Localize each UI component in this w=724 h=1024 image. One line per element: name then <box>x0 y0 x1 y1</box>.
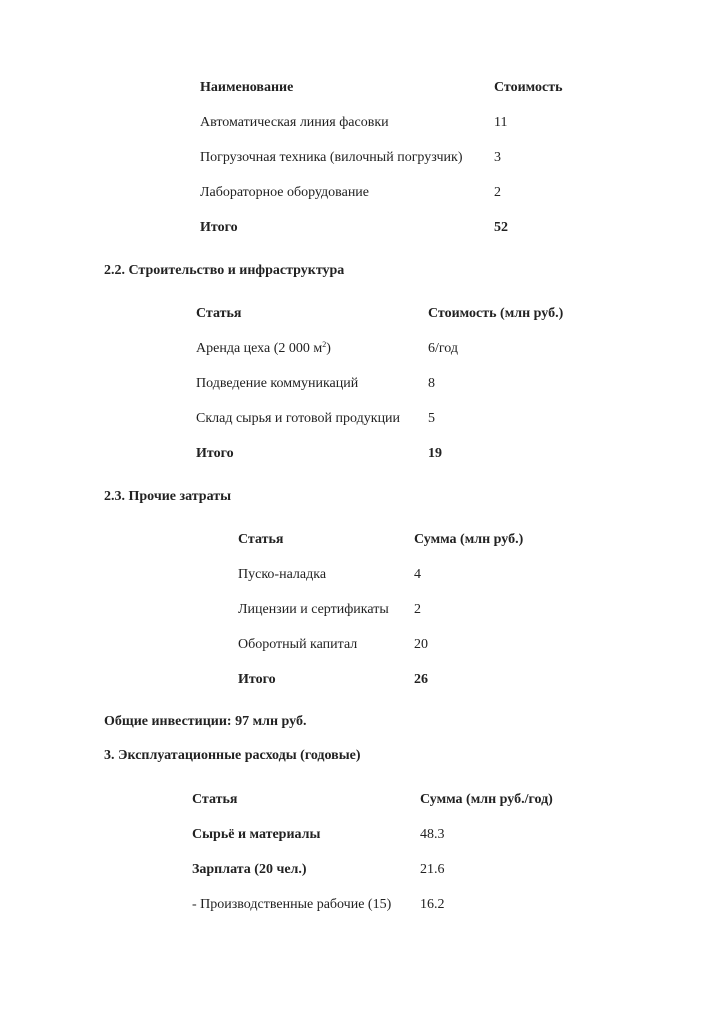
table-header-name: Статья <box>196 306 242 321</box>
table-header-cost: Стоимость (млн руб.) <box>428 306 564 321</box>
section-heading-3: 3. Эксплуатационные расходы (годовые) <box>104 748 361 763</box>
table-header-cost: Сумма (млн руб.) <box>414 532 524 547</box>
table-row-value: 4 <box>414 567 421 582</box>
table-total-label: Итого <box>200 220 238 235</box>
table-row-name: Лабораторное оборудование <box>200 185 370 200</box>
table-total-value: 26 <box>414 672 428 687</box>
table-row-value: 2 <box>494 185 501 200</box>
table-row-name: Аренда цеха (2 000 $м^2$) <box>196 340 331 356</box>
section-heading-2-2: 2.2. Строительство и инфраструктура <box>104 263 345 278</box>
table-total-label: Итого <box>238 672 276 687</box>
table-row-name: Зарплата (20 чел.) <box>192 862 307 877</box>
table-header-cost: Стоимость <box>494 80 563 95</box>
table-row-value: 48.3 <box>420 827 445 842</box>
table-total-value: 19 <box>428 446 442 461</box>
table-header-name: Статья <box>238 532 284 547</box>
table-row-value: 6/год <box>428 341 459 356</box>
table-header-name: Наименование <box>200 80 294 95</box>
table-row-name: Оборотный капитал <box>238 637 358 652</box>
table-header-name: Статья <box>192 792 238 807</box>
table-row-value: 5 <box>428 411 435 426</box>
table-row-value: 2 <box>414 602 421 617</box>
table-row-name: Подведение коммуникаций <box>196 376 359 391</box>
table-row-name: Склад сырья и готовой продукции <box>196 411 401 426</box>
table-row-name: Сырьё и материалы <box>192 827 321 842</box>
section-heading-2-3: 2.3. Прочие затраты <box>104 489 232 504</box>
table-row-value: 21.6 <box>420 862 445 877</box>
table-header-cost: Сумма (млн руб./год) <box>420 792 553 807</box>
table-row-name: Автоматическая линия фасовки <box>200 115 389 130</box>
table-row-value: 20 <box>414 637 428 652</box>
table-total-label: Итого <box>196 446 234 461</box>
table-row-name: Пуско-наладка <box>238 567 327 582</box>
table-row-value: 3 <box>494 150 501 165</box>
table-row-value: 8 <box>428 376 435 391</box>
table-row-name: - Производственные рабочие (15) <box>192 897 392 912</box>
table-row-name: Лицензии и сертификаты <box>238 602 389 617</box>
table-row-value: 16.2 <box>420 897 445 912</box>
total-investment: Общие инвестиции: 97 млн руб. <box>104 714 307 729</box>
table-total-value: 52 <box>494 220 508 235</box>
table-row-value: 11 <box>494 115 508 130</box>
table-row-name: Погрузочная техника (вилочный погрузчик) <box>200 150 463 165</box>
